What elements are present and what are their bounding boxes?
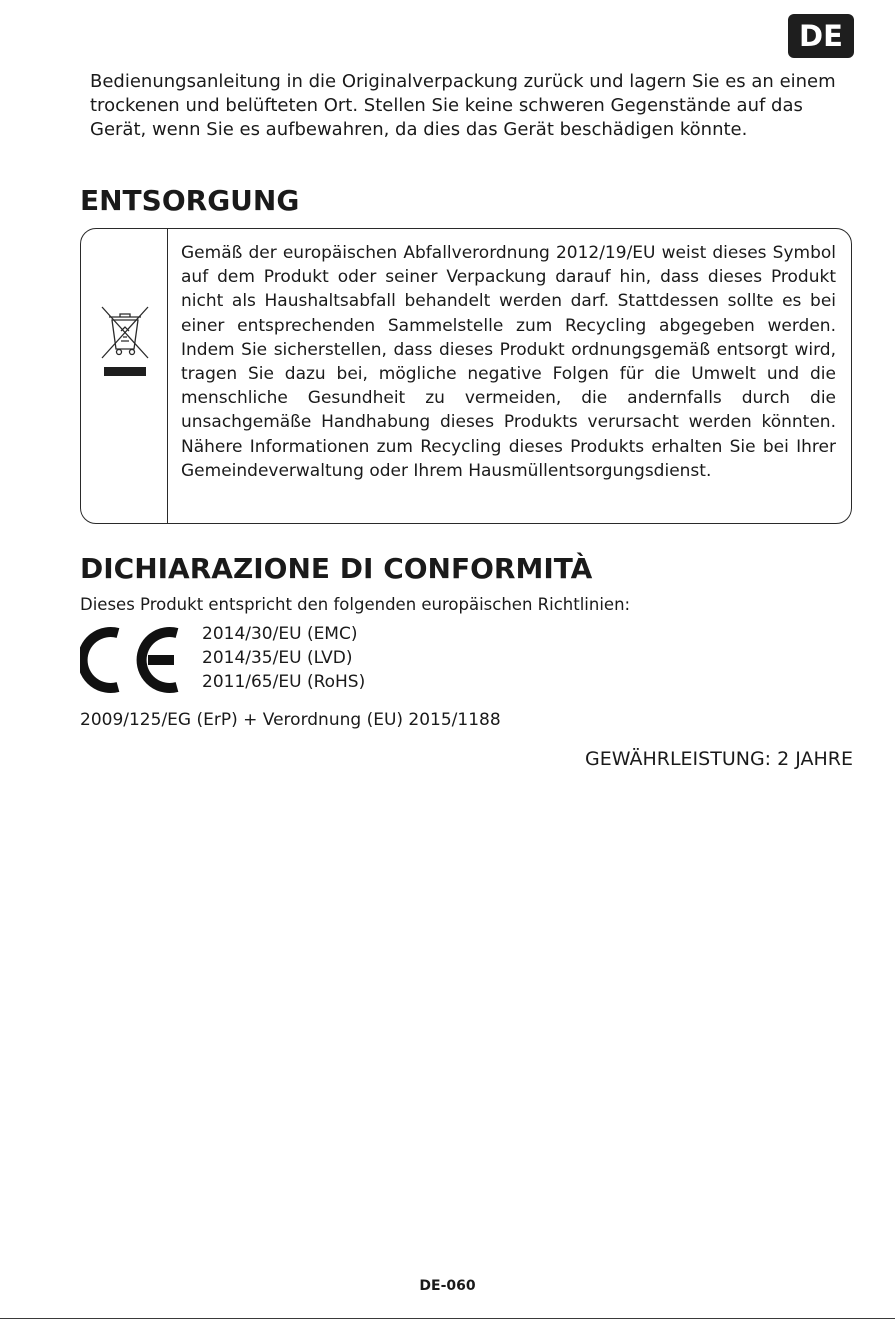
disposal-heading: ENTSORGUNG (80, 184, 300, 217)
directive-item: 2014/35/EU (LVD) (202, 648, 353, 668)
disposal-divider (167, 229, 168, 523)
bottom-rule (0, 1318, 895, 1319)
warranty-note: GEWÄHRLEISTUNG: 2 JAHRE (585, 748, 853, 770)
crossed-out-wheelie-bin-icon (99, 303, 151, 379)
conformity-heading: DICHIARAZIONE DI CONFORMITÀ (80, 552, 593, 585)
ce-mark-icon (80, 626, 180, 694)
disposal-box (80, 228, 852, 524)
language-badge: DE (788, 14, 854, 58)
disposal-text (181, 241, 836, 483)
page-number: DE-060 (419, 1278, 476, 1294)
directive-list (202, 622, 365, 694)
directive-item: 2011/65/EU (RoHS) (202, 672, 366, 692)
disposal-text-main: Gemäß der europäischen Abfallverordnung 2012/19/EU weist dieses Symbol auf dem Produkt oder seiner Verpackung darauf hin, dass dieses Produkt nicht als Haushaltsabfall behandelt werden darf. Stattdessen sollte es bei einer entsprechenden Sammelstelle zum Recycling abgegeben werden. Indem Sie sicherstellen, dass dieses Produkt ordnungsgemäß entsorgt wird, tragen Sie dazu bei, mögliche negative Folgen für die Umwelt und die menschliche Gesundheit zu vermeiden, die andernfalls durch die unsachgemäße Handhabung dieses Produkts verursacht werden könnten. Nähere Informationen zum Recycling dieses Produkts erhalten Sie bei Ihrer (181, 243, 836, 457)
erp-regulation: 2009/125/EG (ErP) + Verordnung (EU) 2015/1188 (80, 710, 501, 730)
intro-paragraph: Bedienungsanleitung in die Originalverpackung zurück und lagern Sie es an einem trockenen und belüfteten Ort. Stellen Sie keine schweren Gegenstände auf das Gerät, wenn Sie es aufbewahren, da dies das Gerät beschädigen könnte. (90, 71, 836, 140)
disposal-text-last-line: Gemeindeverwaltung oder Ihrem Hausmüllentsorgungsdienst. (181, 460, 712, 481)
directive-item: 2014/30/EU (EMC) (202, 624, 358, 644)
conformity-intro: Dieses Produkt entspricht den folgenden europäischen Richtlinien: (80, 595, 631, 614)
